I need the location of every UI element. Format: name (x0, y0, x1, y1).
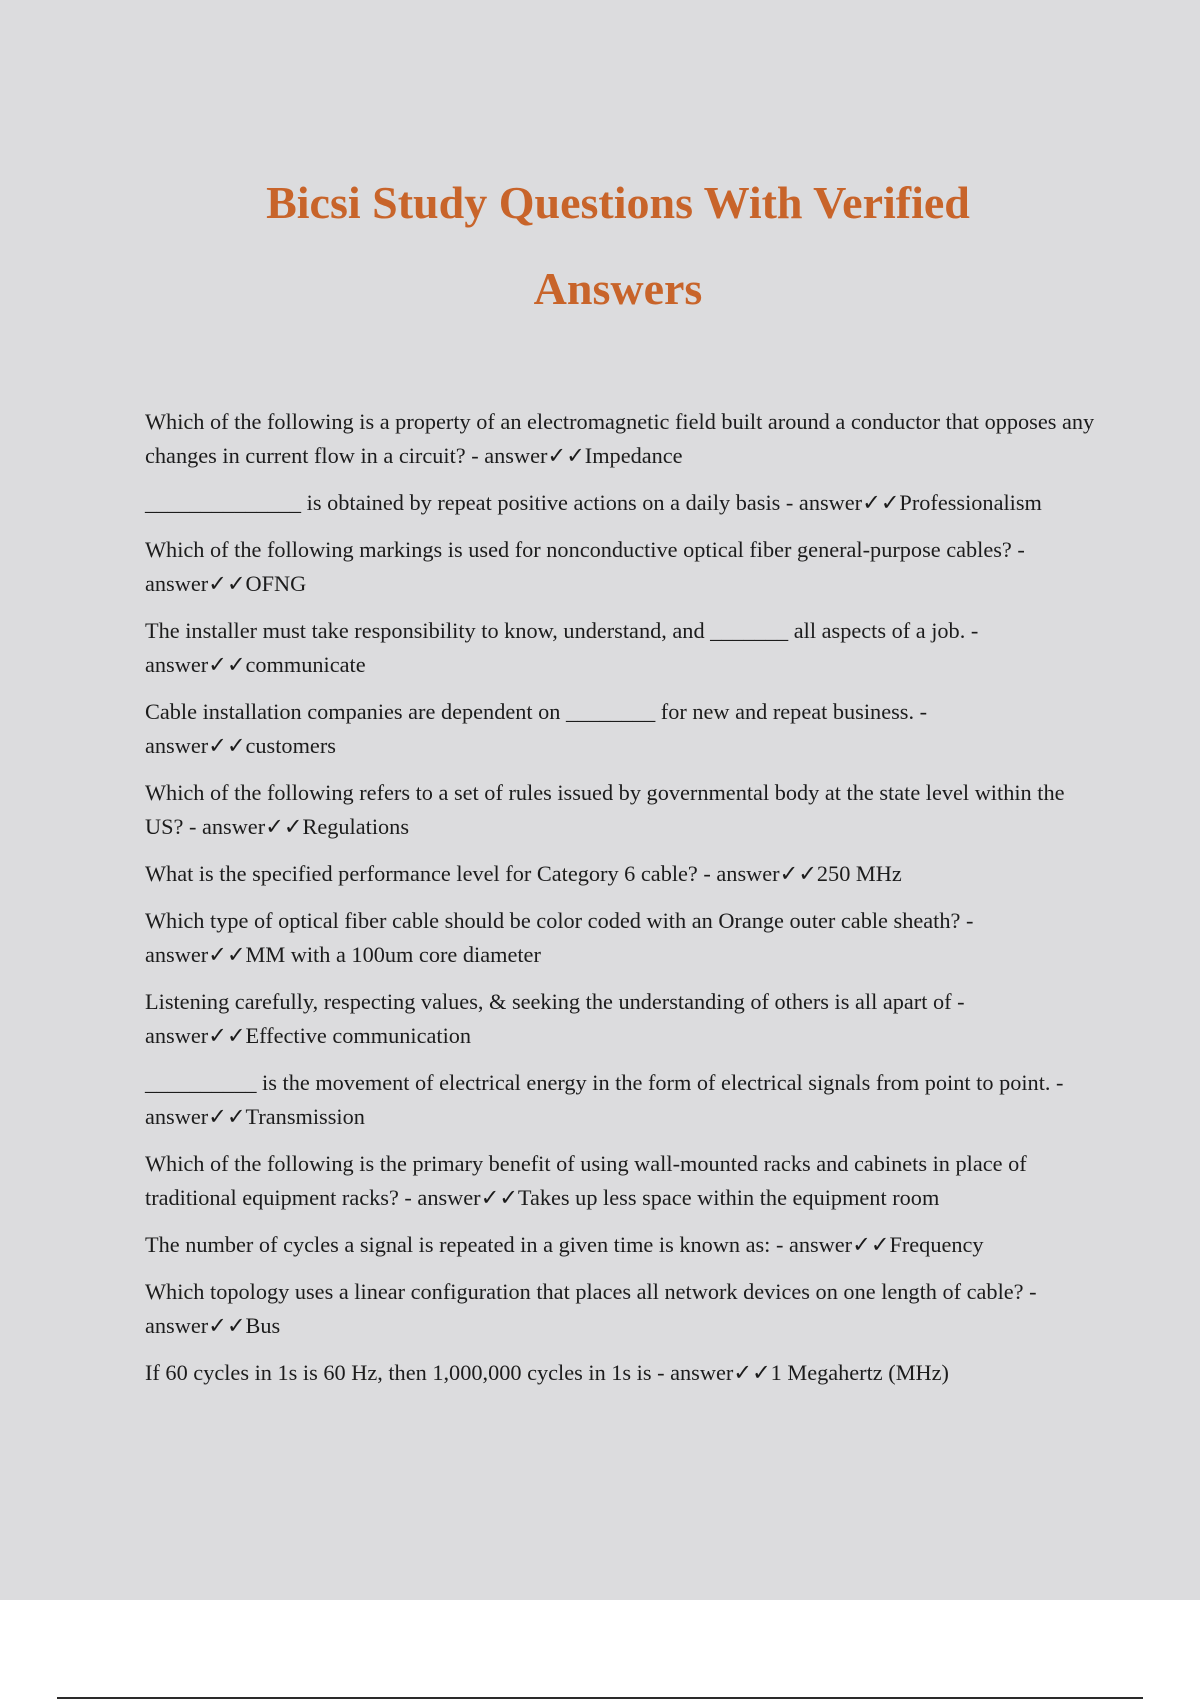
qa-item: Which topology uses a linear configuration that places all network devices on one length of cable? - answer✓✓Bus (145, 1279, 1037, 1338)
qa-item: The number of cycles a signal is repeated in a given time is known as: - answer✓✓Frequency (145, 1232, 984, 1257)
qa-item: What is the specified performance level for Category 6 cable? - answer✓✓250 MHz (145, 861, 902, 886)
qa-item: Which type of optical fiber cable should be color coded with an Orange outer cable sheath? - answer✓✓MM with a 100um core diameter (145, 908, 974, 967)
qa-item: Listening carefully, respecting values, & seeking the understanding of others is all apart of - answer✓✓Effective communication (145, 989, 965, 1048)
footer-divider (57, 1697, 1143, 1699)
qa-item: Cable installation companies are dependent on ________ for new and repeat business. - answer✓✓customers (145, 699, 928, 758)
document-title (0, 160, 1200, 332)
qa-item: If 60 cycles in 1s is 60 Hz, then 1,000,000 cycles in 1s is - answer✓✓1 Megahertz (MHz) (145, 1360, 949, 1385)
qa-list (145, 405, 1095, 1403)
qa-item: The installer must take responsibility to know, understand, and _______ all aspects of a job. - answer✓✓communicate (145, 618, 979, 677)
qa-item: ______________ is obtained by repeat positive actions on a daily basis - answer✓✓Professionalism (145, 490, 1042, 515)
title-line-1: Bicsi Study Questions With Verified (266, 177, 970, 228)
qa-item: Which of the following refers to a set of rules issued by governmental body at the state level within the US? - answer✓✓Regulations (145, 780, 1065, 839)
qa-item: __________ is the movement of electrical energy in the form of electrical signals from point to point. - answer✓✓Transmission (145, 1070, 1064, 1129)
qa-item: Which of the following markings is used for nonconductive optical fiber general-purpose cables? - answer✓✓OFNG (145, 537, 1025, 596)
qa-item: Which of the following is a property of an electromagnetic field built around a conductor that opposes any changes in current flow in a circuit? - answer✓✓Impedance (145, 409, 1095, 468)
qa-item: Which of the following is the primary benefit of using wall-mounted racks and cabinets in place of traditional equipment racks? - answer✓✓Takes up less space within the equipment room (145, 1151, 1027, 1210)
title-line-2: Answers (533, 263, 703, 314)
